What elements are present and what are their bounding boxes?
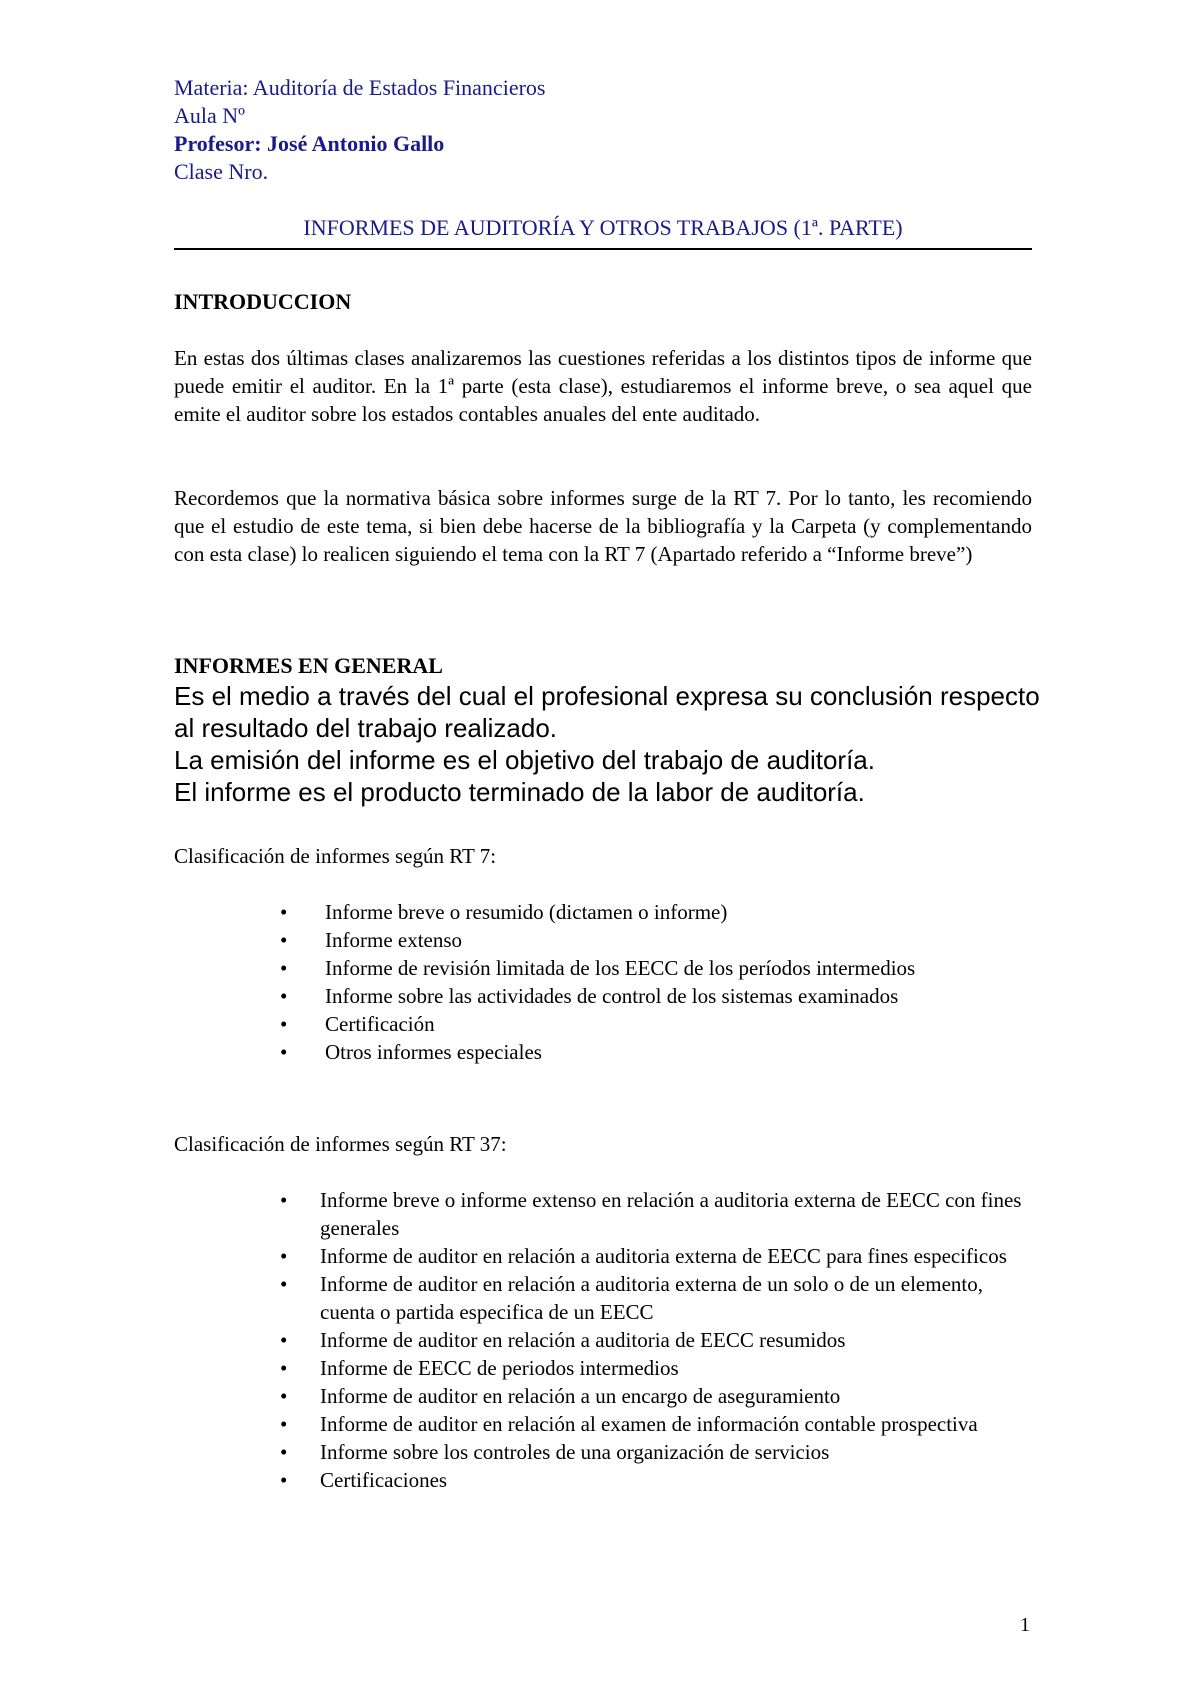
list-item — [280, 898, 1040, 926]
list-item-text: Otros informes especiales — [325, 1040, 542, 1064]
rt7-list — [280, 898, 1040, 1066]
rt7-label: Clasificación de informes según RT 7: — [174, 844, 497, 868]
title-underline — [174, 248, 1032, 250]
introduction-heading: INTRODUCCION — [174, 289, 352, 314]
list-item-text: Informe de auditor en relación a un encargo de aseguramiento — [320, 1384, 841, 1408]
list-item-text: Informe breve o resumido (dictamen o informe) — [325, 900, 728, 924]
document-title: INFORMES DE AUDITORÍA Y OTROS TRABAJOS (1ª. PARTE) — [303, 215, 903, 240]
list-item-text: Informe sobre los controles de una organización de servicios — [320, 1440, 830, 1464]
general-line-1: Es el medio a través del cual el profesional expresa su conclusión respecto — [174, 681, 1040, 711]
bullet: • — [280, 1356, 288, 1380]
list-item — [280, 982, 1040, 1010]
list-item — [280, 1038, 1040, 1066]
list-item-text: Informe de auditor en relación a auditoria externa de EECC para fines especificos — [320, 1244, 1007, 1268]
list-item — [280, 1466, 1040, 1494]
list-item-text: Informe de auditor en relación a auditoria externa de un solo o de un elemento, cuenta o partida especifica de un EECC — [320, 1272, 983, 1324]
list-item — [280, 1010, 1040, 1038]
rt37-label: Clasificación de informes según RT 37: — [174, 1132, 507, 1156]
list-item-text: Informe sobre las actividades de control de los sistemas examinados — [325, 984, 899, 1008]
general-line-2: al resultado del trabajo realizado. — [174, 713, 558, 743]
bullet: • — [280, 1244, 288, 1268]
bullet: • — [280, 1412, 288, 1436]
bullet: • — [280, 928, 288, 952]
list-item — [280, 954, 1040, 982]
page-number: 1 — [1020, 1614, 1030, 1636]
bullet: • — [280, 1272, 288, 1296]
bullet: • — [280, 1468, 288, 1492]
list-item-text: Informe de auditor en relación a auditoria de EECC resumidos — [320, 1328, 846, 1352]
rt37-list — [280, 1186, 1040, 1494]
bullet: • — [280, 1440, 288, 1464]
list-item — [280, 1410, 1040, 1438]
bullet: • — [280, 1384, 288, 1408]
list-item — [280, 926, 1040, 954]
list-item-text: Informe de EECC de periodos intermedios — [320, 1356, 679, 1380]
list-item — [280, 1438, 1040, 1466]
bullet: • — [280, 1040, 288, 1064]
list-item-text: Informe extenso — [325, 928, 463, 952]
bullet: • — [280, 1188, 288, 1212]
classroom-line: Aula Nº — [174, 103, 245, 128]
list-item — [280, 1270, 1040, 1326]
class-number-line: Clase Nro. — [174, 159, 269, 184]
list-item — [280, 1326, 1040, 1354]
introduction-paragraph-2: Recordemos que la normativa básica sobre informes surge de la RT 7. Por lo tanto, les recomiendo que el estudio de este tema, si bien debe hacerse de la bibliografía y la Carpeta (y complementando con esta clase) lo realicen siguiendo el tema con la RT 7 (Apartado referido a “Informe breve”) — [174, 486, 1032, 566]
general-heading: INFORMES EN GENERAL — [174, 653, 443, 678]
list-item — [280, 1382, 1040, 1410]
list-item-text: Informe breve o informe extenso en relación a auditoria externa de EECC con fines generales — [320, 1188, 1022, 1240]
bullet: • — [280, 956, 288, 980]
list-item — [280, 1242, 1040, 1270]
list-item-text: Informe de revisión limitada de los EECC de los períodos intermedios — [325, 956, 916, 980]
subject-line: Materia: Auditoría de Estados Financieros — [174, 75, 546, 100]
list-item — [280, 1186, 1040, 1242]
list-item-text: Certificaciones — [320, 1468, 448, 1492]
general-line-4: El informe es el producto terminado de la labor de auditoría. — [174, 777, 865, 807]
bullet: • — [280, 900, 288, 924]
list-item-text: Informe de auditor en relación al examen de información contable prospectiva — [320, 1412, 978, 1436]
bullet: • — [280, 984, 288, 1008]
general-line-3: La emisión del informe es el objetivo del trabajo de auditoría. — [174, 745, 875, 775]
list-item-text: Certificación — [325, 1012, 435, 1036]
list-item — [280, 1354, 1040, 1382]
introduction-paragraph-1: En estas dos últimas clases analizaremos las cuestiones referidas a los distintos tipos de informe que puede emitir el auditor. En la 1ª parte (esta clase), estudiaremos el informe breve, o sea aquel que emite el auditor sobre los estados contables anuales del ente auditado. — [174, 346, 1032, 426]
professor-line: Profesor: José Antonio Gallo — [174, 131, 445, 156]
bullet: • — [280, 1328, 288, 1352]
bullet: • — [280, 1012, 288, 1036]
